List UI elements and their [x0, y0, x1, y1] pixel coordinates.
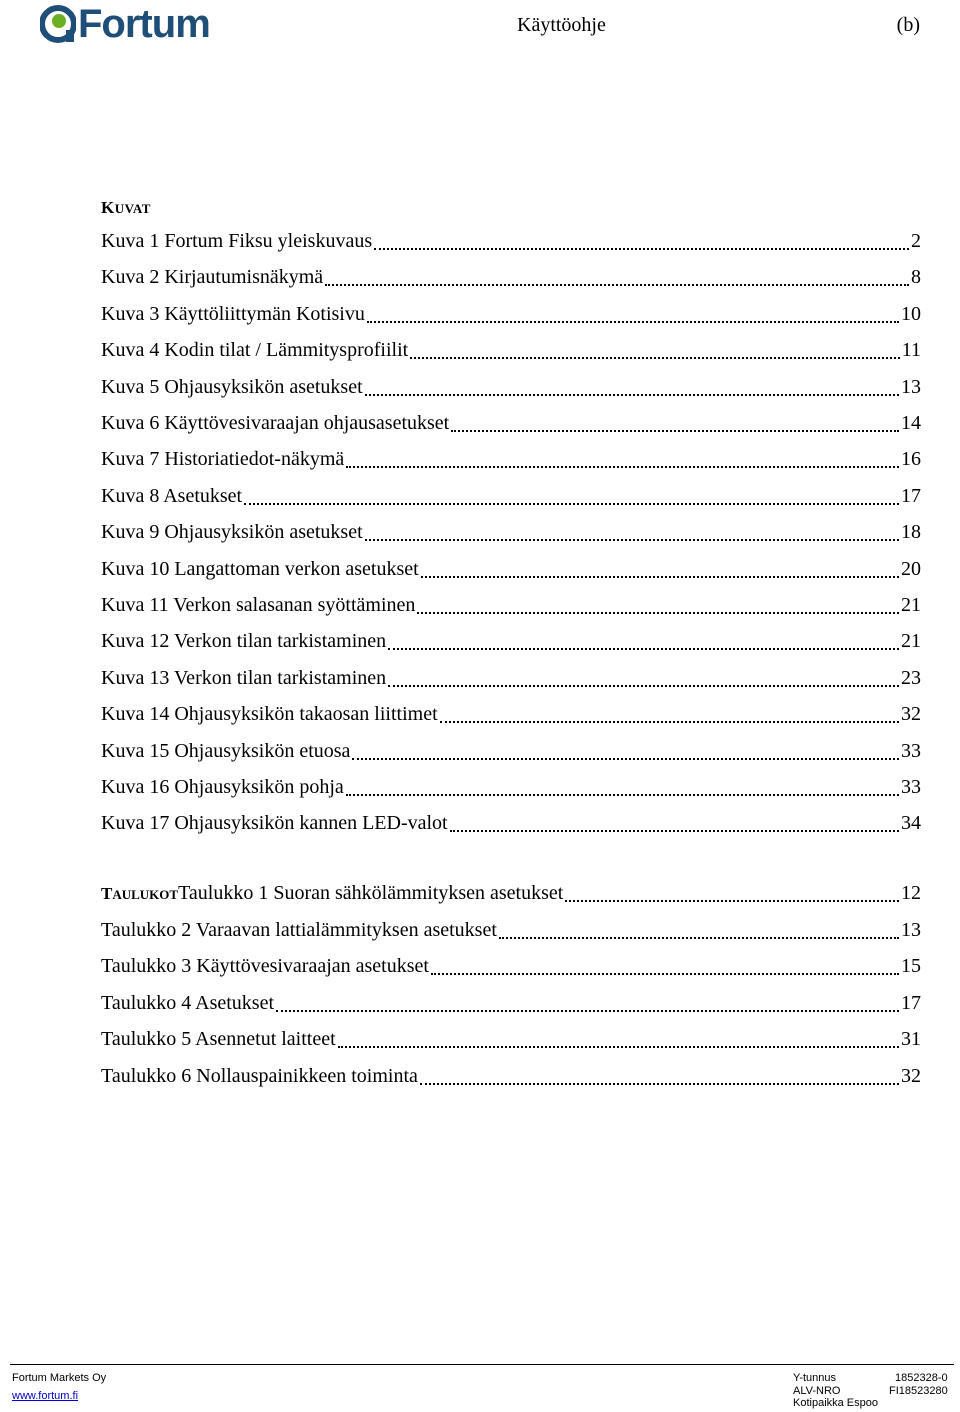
figure-toc-page-number: 11 [901, 339, 921, 362]
figure-toc-label: Kuva 14 Ohjausyksikön takaosan liittimet [101, 703, 438, 726]
table-toc-entry[interactable] [101, 919, 921, 945]
leader-dots [451, 430, 899, 432]
figure-toc-entry[interactable] [101, 703, 921, 729]
figure-toc-page-number: 20 [901, 557, 921, 580]
figure-toc-page-number: 33 [901, 776, 921, 798]
figure-toc-label: Kuva 12 Verkon tilan tarkistaminen [101, 630, 387, 653]
leader-dots [421, 576, 899, 578]
figure-toc-entry[interactable] [101, 630, 921, 656]
table-toc-page-number: 31 [901, 1028, 921, 1050]
document-label: (b) [896, 14, 920, 36]
figures-heading: KUVAT [101, 198, 151, 217]
fortum-logo-icon [40, 4, 76, 44]
figure-toc-page-number: 13 [901, 375, 921, 398]
figure-toc-entry[interactable] [101, 558, 921, 584]
figure-toc-entry[interactable] [101, 521, 921, 547]
leader-dots [276, 1010, 899, 1012]
leader-dots [244, 503, 899, 505]
figure-toc-label: Kuva 9 Ohjausyksikön asetukset [101, 521, 363, 544]
leader-dots [388, 685, 899, 687]
figure-toc-label: Kuva 3 Käyttöliittymän Kotisivu [101, 302, 365, 325]
figure-toc-entry[interactable] [101, 812, 921, 838]
table-toc-label: Taulukko 2 Varaavan lattialämmityksen asetukset [101, 918, 497, 941]
figure-toc-page-number: 32 [901, 703, 921, 726]
leader-dots [325, 284, 909, 286]
table-toc-label: Taulukko 3 Käyttövesivaraajan asetukset [101, 955, 429, 977]
footer-domicile: Kotipaikka Espoo [793, 1397, 878, 1409]
table-toc-page-number: 15 [901, 955, 921, 977]
figure-toc-entry[interactable] [101, 776, 921, 802]
figure-toc-label: Kuva 1 Fortum Fiksu yleiskuvaus [101, 230, 373, 252]
figure-toc-page-number: 16 [901, 448, 921, 471]
table-toc-page-number: 12 [901, 882, 921, 904]
figure-toc-label: Kuva 5 Ohjausyksikön asetukset [101, 375, 363, 398]
figure-toc-entry[interactable] [101, 303, 921, 329]
figure-toc-entry[interactable] [101, 485, 921, 511]
figure-toc-entry[interactable] [101, 339, 921, 365]
figure-toc-page-number: 18 [901, 521, 921, 544]
footer-ytunnus-label: Y-tunnus [793, 1372, 837, 1384]
leader-dots [365, 394, 899, 396]
figure-toc-page-number: 8 [911, 266, 921, 289]
table-toc-label: Taulukko 1 Suoran sähkölämmityksen asetukset [178, 882, 564, 904]
footer-website-link[interactable]: www.fortum.fi [12, 1390, 79, 1402]
leader-dots [338, 1046, 899, 1048]
leader-dots [410, 357, 900, 359]
tables-heading: TAULUKOT [101, 884, 179, 903]
leader-dots [367, 321, 899, 323]
leader-dots [346, 466, 899, 468]
table-toc-entry[interactable] [101, 1065, 921, 1091]
leader-dots [565, 900, 899, 902]
table-toc-page-number: 13 [901, 918, 921, 941]
figure-toc-label: Kuva 17 Ohjausyksikön kannen LED-valot [101, 812, 448, 835]
leader-dots [365, 539, 899, 541]
figure-toc-entry[interactable] [101, 594, 921, 620]
figure-toc-label: Kuva 7 Historiatiedot-näkymä [101, 448, 345, 471]
leader-dots [417, 612, 899, 614]
figure-toc-label: Kuva 8 Asetukset [101, 484, 243, 507]
figure-toc-entry[interactable] [101, 266, 921, 292]
footer-ytunnus-value: 1852328-0 [895, 1372, 948, 1384]
leader-dots [431, 973, 899, 975]
footer-company: Fortum Markets Oy [12, 1372, 107, 1384]
figure-toc-page-number: 34 [901, 812, 921, 835]
figure-toc-page-number: 2 [911, 230, 921, 252]
table-toc-entry[interactable] [101, 882, 921, 908]
figure-toc-page-number: 23 [901, 666, 921, 689]
table-toc-page-number: 17 [901, 991, 921, 1014]
figure-toc-entry[interactable] [101, 667, 921, 693]
figure-toc-page-number: 17 [901, 484, 921, 507]
footer-alv-value: FI18523280 [889, 1385, 948, 1397]
figure-toc-entry[interactable] [101, 412, 921, 438]
leader-dots [499, 937, 899, 939]
figure-toc-label: Kuva 4 Kodin tilat / Lämmitysprofiilit [101, 339, 409, 362]
figure-toc-label: Kuva 13 Verkon tilan tarkistaminen [101, 666, 387, 689]
leader-dots [346, 794, 899, 796]
figure-toc-page-number: 14 [901, 412, 921, 434]
figure-toc-entry[interactable] [101, 448, 921, 474]
leader-dots [388, 648, 899, 650]
figure-toc-entry[interactable] [101, 376, 921, 402]
figure-toc-page-number: 33 [901, 739, 921, 762]
figure-toc-label: Kuva 15 Ohjausyksikön etuosa [101, 739, 351, 762]
leader-dots [374, 248, 909, 250]
figure-toc-entry[interactable] [101, 230, 921, 256]
figure-toc-page-number: 21 [901, 630, 921, 653]
document-title: Käyttöohje [517, 14, 606, 36]
table-toc-entry[interactable] [101, 992, 921, 1018]
footer-divider [10, 1364, 954, 1365]
fortum-logo [40, 2, 210, 46]
leader-dots [352, 758, 899, 760]
table-toc-label: Taulukko 5 Asennetut laitteet [101, 1028, 336, 1050]
leader-dots [420, 1083, 899, 1085]
leader-dots [450, 830, 899, 832]
figure-toc-page-number: 10 [901, 302, 921, 325]
table-toc-entry[interactable] [101, 1028, 921, 1054]
table-toc-label: Taulukko 4 Asetukset [101, 991, 275, 1014]
leader-dots [440, 721, 899, 723]
figure-toc-label: Kuva 11 Verkon salasanan syöttäminen [101, 594, 416, 616]
figure-toc-page-number: 21 [901, 594, 921, 616]
figure-toc-label: Kuva 10 Langattoman verkon asetukset [101, 557, 419, 580]
figure-toc-label: Kuva 2 Kirjautumisnäkymä [101, 266, 324, 289]
figure-toc-label: Kuva 6 Käyttövesivaraajan ohjausasetukset [101, 412, 450, 434]
table-toc-label: Taulukko 6 Nollauspainikkeen toiminta [101, 1064, 418, 1087]
figure-toc-label: Kuva 16 Ohjausyksikön pohja [101, 776, 344, 798]
logo-wordmark: Fortum [78, 2, 210, 46]
footer-alv-label: ALV-NRO [793, 1385, 841, 1397]
figure-toc-entry[interactable] [101, 740, 921, 766]
table-toc-entry[interactable] [101, 955, 921, 981]
table-toc-page-number: 32 [901, 1064, 921, 1087]
